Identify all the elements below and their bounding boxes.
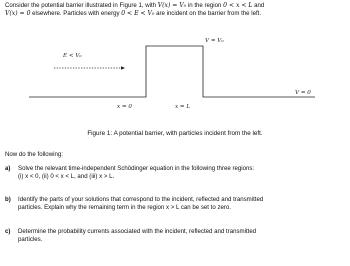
figure-caption: Figure 1: A potential barrier, with particles incident from the left. [87,130,263,137]
question-text-line: Solve the relevant time-independent Schödinger equation in the following three regions: [18,165,255,172]
question-b [5,196,343,212]
intro-text: Consider the potential barrier illustrated in Figure 1, with [5,2,158,9]
intro-text: in the region [186,2,224,9]
barrier-height-label: V = V₀ [205,38,224,44]
instructions-heading: Now do the following: [5,151,63,158]
math-expression: 0 < x < L [223,2,253,9]
question-text-line: particles. Explain why the remaining term in the region x > L can be set to zero. [18,203,231,211]
question-text-line: Identify the parts of your solutions that correspond to the incident, reflected and transmitted [18,196,264,203]
question-label: b) [5,196,11,203]
question-a [5,165,343,181]
question-label: c) [5,228,11,235]
intro-text: and [252,2,265,9]
question-text-line: Determine the probability currents associated with the incident, reflected and transmitted [18,228,257,235]
x-L-label: x = L [175,104,191,110]
intro-text: are incident on the barrier from the left. [154,10,262,18]
math-expression: V(x) = V₀ [157,2,187,9]
question-text-line: (i) x < 0, (ii) 0 < x < L, and (iii) x > L. [18,172,115,180]
intro-text: elsewhere. Particles with energy [30,10,122,18]
x-zero-label: x = 0 [117,104,132,110]
math-expression: 0 < E < V₀ [121,10,155,18]
energy-label: E < V₀ [63,53,82,59]
zero-potential-label: V = 0 [295,90,311,96]
math-expression: V(x) = 0 [5,10,31,18]
question-c [5,228,343,244]
question-label: a) [5,165,11,172]
question-text-line: particles. [18,235,43,243]
arrowhead-icon [121,66,125,69]
